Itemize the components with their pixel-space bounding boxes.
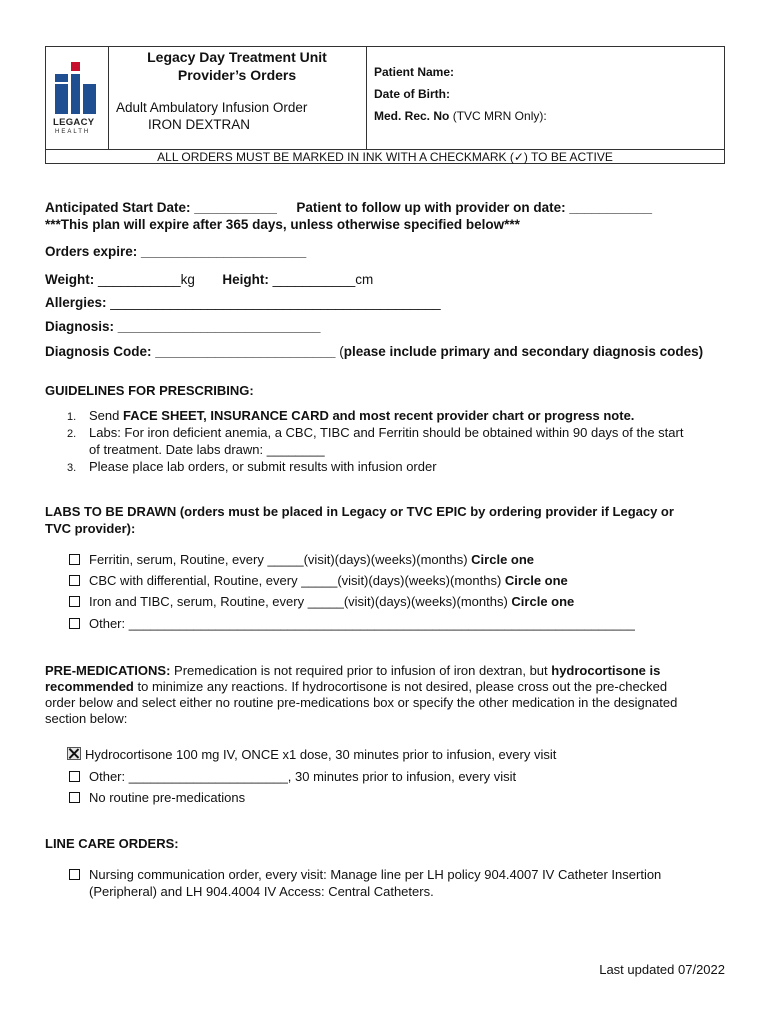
- height-label: Height:: [222, 272, 273, 287]
- guideline-item: 1. Send FACE SHEET, INSURANCE CARD and most recent provider chart or progress note.: [67, 408, 635, 423]
- expire-note: ***This plan will expire after 365 days, unless otherwise specified below***: [45, 217, 520, 232]
- guideline-item-continued: of treatment. Date labs drawn: ________: [89, 442, 325, 457]
- drug-name: IRON DEXTRAN: [148, 117, 251, 132]
- checkmark-notice: ALL ORDERS MUST BE MARKED IN INK WITH A CHECKMARK (✓) TO BE ACTIVE: [46, 149, 724, 165]
- weight-label: Weight:: [45, 272, 98, 287]
- diagnosis-code-paren: (: [335, 344, 344, 359]
- diagnosis-code-field[interactable]: [45, 344, 703, 359]
- legacy-logo-icon: [53, 62, 101, 114]
- order-type: Adult Ambulatory Infusion Order: [116, 100, 308, 115]
- checkbox[interactable]: [69, 575, 80, 586]
- checked-checkbox[interactable]: [67, 747, 81, 760]
- checkbox[interactable]: [69, 596, 80, 607]
- allergies-field[interactable]: [45, 295, 441, 310]
- dob-field[interactable]: Date of Birth:: [374, 87, 450, 101]
- diagnosis-blank: ___________________________: [117, 319, 321, 334]
- allergies-label: Allergies:: [45, 295, 111, 310]
- checkbox[interactable]: [69, 869, 80, 880]
- guidelines-heading: GUIDELINES FOR PRESCRIBING:: [45, 383, 254, 398]
- labs-heading: LABS TO BE DRAWN (orders must be placed in Legacy or TVC EPIC by ordering provider if Legacy or: [45, 504, 674, 519]
- premed-paragraph: PRE-MEDICATIONS: Premedication is not required prior to infusion of iron dextran, but hydrocortisone is recommended to minimize any reactions. If hydrocortisone is not desired, please cross out the pre-checked order below and select either no routine pre-medications box or specify the other medication in the designated section below:: [45, 663, 678, 726]
- checkbox[interactable]: [69, 618, 80, 629]
- form-title: Legacy Day Treatment Unit: [147, 49, 327, 65]
- premed-option-none[interactable]: No routine pre-medications: [69, 790, 245, 805]
- line-care-option[interactable]: Nursing communication order, every visit: Manage line per LH policy 904.4007 IV Catheter Insertion: [69, 867, 661, 882]
- lab-option-other[interactable]: Other: ______________________________________________________________________: [69, 616, 635, 631]
- form-subtitle: Provider’s Orders: [177, 67, 297, 83]
- lab-option-cbc[interactable]: CBC with differential, Routine, every _____(visit)(days)(weeks)(months) Circle one: [69, 573, 568, 588]
- guideline-item: 3. Please place lab orders, or submit results with infusion order: [67, 459, 437, 474]
- weight-blank: ___________kg: [98, 272, 195, 287]
- logo-cell: [46, 47, 109, 149]
- logo-subtext: HEALTH: [55, 129, 91, 135]
- title-cell: [108, 47, 367, 149]
- lab-option-ferritin[interactable]: Ferritin, serum, Routine, every _____(visit)(days)(weeks)(months) Circle one: [69, 552, 534, 567]
- diagnosis-code-note: please include primary and secondary diagnosis codes): [343, 344, 704, 359]
- patient-info-cell: [366, 47, 724, 149]
- diagnosis-field[interactable]: [45, 319, 320, 334]
- last-updated: Last updated 07/2022: [599, 962, 725, 977]
- checkbox[interactable]: [69, 771, 80, 782]
- diagnosis-label: Diagnosis:: [45, 319, 118, 334]
- patient-name-field[interactable]: Patient Name:: [374, 65, 455, 79]
- start-date-label: Anticipated Start Date: ___________: [45, 200, 277, 215]
- labs-heading-cont: TVC provider):: [45, 521, 136, 536]
- line-care-option-cont: (Peripheral) and LH 904.4004 IV Access: Central Catheters.: [89, 884, 434, 899]
- diagnosis-code-label: Diagnosis Code:: [45, 344, 156, 359]
- mrn-label: Med. Rec. No: [374, 109, 450, 123]
- checkbox[interactable]: [69, 792, 80, 803]
- orders-expire-field[interactable]: Orders expire: ______________________: [45, 244, 307, 259]
- line-care-heading: LINE CARE ORDERS:: [45, 836, 179, 851]
- diagnosis-code-blank: ________________________: [155, 344, 336, 359]
- logo-text: LEGACY: [53, 117, 95, 128]
- guideline-item: 2. Labs: For iron deficient anemia, a CBC, TIBC and Ferritin should be obtained within 90 days of the start: [67, 425, 684, 440]
- weight-height-field[interactable]: [45, 272, 373, 287]
- premed-option-other[interactable]: Other: ______________________, 30 minutes prior to infusion, every visit: [69, 769, 516, 784]
- height-blank: ___________cm: [272, 272, 374, 287]
- lab-option-iron-tibc[interactable]: Iron and TIBC, serum, Routine, every _____(visit)(days)(weeks)(months) Circle one: [69, 594, 574, 609]
- mrn-field[interactable]: [374, 109, 547, 123]
- mrn-note: (TVC MRN Only):: [449, 109, 547, 123]
- allergies-blank: ____________________________________________: [110, 295, 441, 310]
- form-header: [45, 46, 725, 164]
- premed-option-hydrocortisone[interactable]: Hydrocortisone 100 mg IV, ONCE x1 dose, 30 minutes prior to infusion, every visit: [67, 747, 556, 762]
- follow-up-label: Patient to follow up with provider on date: ___________: [296, 200, 652, 215]
- start-date-field[interactable]: [45, 200, 652, 215]
- checkbox[interactable]: [69, 554, 80, 565]
